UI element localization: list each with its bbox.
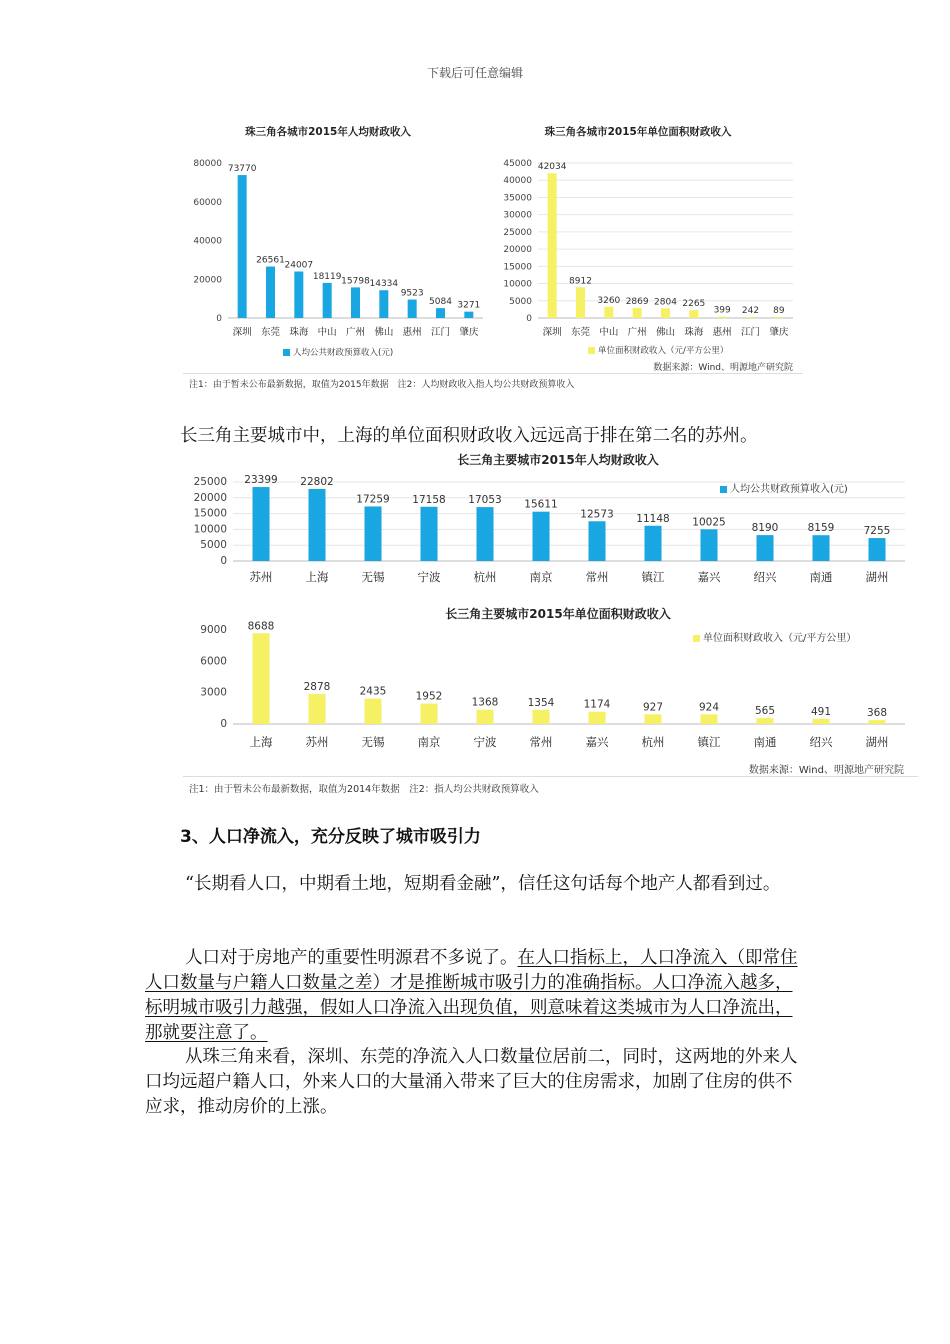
- y-tick-label: 45000: [503, 159, 532, 169]
- data-label: 15611: [524, 498, 558, 511]
- section-heading: 3、人口净流入，充分反映了城市吸引力: [180, 827, 481, 847]
- x-tick-label: 深圳: [542, 327, 562, 338]
- y-tick-label: 0: [220, 718, 227, 730]
- x-tick-label: 上海: [305, 570, 329, 584]
- x-tick-label: 佛山: [374, 327, 394, 338]
- figure-prd: [183, 110, 803, 395]
- y-tick-label: 0: [220, 555, 227, 567]
- bar: [604, 307, 613, 318]
- x-tick-label: 江门: [430, 327, 451, 338]
- legend-label: 人均公共财政预算收入(元): [730, 484, 848, 495]
- data-label: 2435: [359, 685, 387, 698]
- y-tick-label: 10000: [193, 523, 227, 536]
- data-label: 8159: [807, 522, 835, 535]
- bar: [689, 310, 698, 318]
- bar: [421, 507, 438, 561]
- y-tick-label: 0: [216, 314, 222, 324]
- x-tick-label: 常州: [585, 570, 609, 584]
- bar: [746, 317, 755, 318]
- data-label: 2878: [303, 680, 331, 693]
- data-label: 23399: [244, 474, 278, 487]
- x-tick-label: 广州: [627, 327, 647, 338]
- x-tick-label: 南通: [753, 735, 777, 749]
- data-label: 15798: [341, 276, 370, 287]
- x-tick-label: 江门: [740, 327, 761, 338]
- chart-yrd-per-area: [183, 604, 918, 764]
- bar: [253, 633, 270, 724]
- bar: [464, 312, 473, 318]
- legend-swatch: [693, 635, 700, 642]
- data-label: 2869: [625, 297, 649, 308]
- bar: [533, 512, 550, 561]
- data-label: 18119: [312, 271, 342, 282]
- bar: [436, 308, 445, 318]
- bar: [869, 538, 886, 561]
- bar: [238, 175, 247, 318]
- y-tick-label: 35000: [503, 193, 532, 204]
- data-label: 927: [642, 701, 664, 714]
- bar: [757, 535, 774, 561]
- x-tick-label: 南京: [529, 570, 553, 584]
- data-label: 9523: [400, 288, 424, 299]
- footnote: 注1：由于暂未公布最新数据，取值为2014年数据 注2：指人均公共财政预算收入: [189, 784, 539, 795]
- chart-title: 珠三角各城市2015年单位面积财政收入: [544, 126, 732, 138]
- y-tick-label: 80000: [193, 159, 222, 169]
- data-label: 242: [741, 306, 760, 316]
- x-tick-label: 中山: [317, 327, 337, 338]
- bar: [774, 317, 783, 318]
- data-label: 3271: [457, 300, 481, 311]
- y-tick-label: 60000: [193, 197, 222, 208]
- x-tick-label: 嘉兴: [585, 735, 609, 749]
- chart-title: 珠三角各城市2015年人均财政收入: [245, 126, 411, 138]
- y-tick-label: 15000: [503, 262, 532, 273]
- data-label: 5084: [429, 297, 452, 308]
- x-tick-label: 苏州: [305, 735, 329, 749]
- bar: [701, 714, 718, 724]
- data-label: 399: [713, 305, 731, 316]
- data-label: 368: [866, 707, 888, 720]
- bar: [309, 489, 326, 561]
- bar: [661, 308, 670, 318]
- paragraph-2-underlined: 在人口指标上，人口净流入（即常住人口数量与户籍人口数量之差）才是推断城市吸引力的准确指标。人口净流入越多，标明城市吸引力越强，假如人口净流入出现负值，则意味着这类城市为人口净流出，那就要注意了。: [145, 948, 798, 1043]
- bar: [294, 271, 303, 318]
- y-tick-label: 9000: [200, 624, 227, 636]
- x-tick-label: 东莞: [570, 327, 591, 338]
- figure-yrd: [183, 448, 918, 798]
- data-label: 26561: [256, 255, 285, 266]
- footnote: 注1：由于暂未公布最新数据，取值为2015年数据 注2：人均财政收入指人均公共财政预算收入: [189, 380, 575, 390]
- source-note: 数据来源：Wind、明源地产研究院: [748, 765, 904, 776]
- legend-swatch: [588, 347, 595, 354]
- data-label: 17053: [468, 494, 502, 507]
- legend-label: 单位面积财政收入（元/平方公里）: [703, 633, 857, 644]
- bar: [365, 506, 382, 561]
- x-tick-label: 宁波: [473, 735, 497, 749]
- bar: [365, 699, 382, 724]
- data-label: 10025: [692, 516, 726, 529]
- data-label: 17158: [412, 493, 446, 506]
- x-tick-label: 佛山: [655, 327, 676, 338]
- bar: [253, 487, 270, 561]
- legend-label: 人均公共财政预算收入(元): [293, 348, 394, 358]
- y-tick-label: 40000: [193, 236, 222, 247]
- bar: [477, 710, 494, 724]
- data-label: 491: [810, 705, 832, 718]
- bar: [869, 720, 886, 724]
- bar: [701, 529, 718, 561]
- y-tick-label: 15000: [193, 507, 227, 520]
- bar: [813, 719, 830, 724]
- bar: [718, 317, 727, 318]
- data-label: 8912: [569, 276, 592, 287]
- x-tick-label: 南京: [417, 735, 441, 749]
- chart-title: 长三角主要城市2015年人均财政收入: [457, 453, 659, 467]
- data-label: 3260: [597, 295, 621, 306]
- data-label: 924: [698, 701, 720, 714]
- paragraph-2: [145, 946, 800, 1046]
- data-label: 2265: [682, 299, 706, 310]
- bar: [589, 521, 606, 561]
- y-tick-label: 40000: [503, 176, 532, 187]
- y-tick-label: 20000: [503, 245, 532, 256]
- legend-swatch: [720, 486, 727, 493]
- bar: [576, 287, 585, 318]
- x-tick-label: 镇江: [641, 570, 665, 584]
- x-tick-label: 惠州: [402, 327, 422, 338]
- bar: [757, 718, 774, 724]
- bar: [633, 308, 642, 318]
- paragraph-2-plain: 人口对于房地产的重要性明源君不多说了。: [185, 948, 518, 968]
- y-tick-label: 20000: [193, 275, 222, 286]
- data-label: 42034: [537, 162, 567, 173]
- y-tick-label: 3000: [200, 686, 227, 699]
- x-tick-label: 杭州: [473, 570, 497, 584]
- data-label: 2804: [654, 297, 677, 308]
- x-tick-label: 湖州: [865, 735, 889, 749]
- data-label: 89: [773, 306, 785, 316]
- paragraph-1: [145, 872, 800, 897]
- bar: [589, 712, 606, 724]
- intro-paragraph: 长三角主要城市中，上海的单位面积财政收入远远高于排在第二名的苏州。: [180, 426, 758, 446]
- data-label: 73770: [227, 164, 257, 175]
- bar: [421, 704, 438, 724]
- paragraph-3-text: 从珠三角来看，深圳、东莞的净流入人口数量位居前二，同时，这两地的外来人口均远超户籍人口，外来人口的大量涌入带来了巨大的住房需求，加剧了住房的供不应求，推动房价的上涨。: [145, 1047, 798, 1117]
- chart-prd-per-capita: [183, 110, 493, 372]
- bar: [813, 535, 830, 561]
- data-label: 17259: [356, 493, 390, 506]
- x-tick-label: 南通: [809, 570, 833, 584]
- legend-label: 单位面积财政收入（元/平方公里）: [598, 346, 729, 356]
- x-tick-label: 珠海: [289, 327, 309, 338]
- x-tick-label: 杭州: [641, 735, 665, 749]
- bar: [266, 267, 275, 318]
- source-note: 数据来源：Wind、明源地产研究院: [653, 363, 793, 373]
- x-tick-label: 无锡: [361, 735, 385, 749]
- paragraph-1-text: “长期看人口，中期看土地，短期看金融”，信任这句话每个地产人都看到过。: [185, 874, 781, 894]
- x-tick-label: 绍兴: [809, 735, 833, 749]
- x-tick-label: 广州: [345, 327, 366, 338]
- bar: [645, 526, 662, 561]
- header-note: 下载后可任意编辑: [426, 66, 523, 80]
- bar: [477, 507, 494, 561]
- x-tick-label: 惠州: [712, 327, 732, 338]
- x-tick-label: 宁波: [417, 570, 441, 584]
- x-tick-label: 绍兴: [753, 570, 777, 584]
- x-tick-label: 肇庆: [459, 327, 479, 338]
- x-tick-label: 深圳: [232, 327, 252, 338]
- bar: [533, 710, 550, 724]
- x-tick-label: 嘉兴: [697, 570, 721, 584]
- bar: [645, 714, 662, 724]
- chart-yrd-per-capita: [183, 448, 918, 598]
- y-tick-label: 30000: [503, 210, 532, 221]
- y-tick-label: 25000: [193, 476, 227, 488]
- chart-prd-per-area: [493, 110, 803, 372]
- legend-swatch: [283, 349, 290, 356]
- x-tick-label: 上海: [249, 735, 273, 749]
- data-label: 24007: [284, 260, 314, 271]
- data-label: 7255: [863, 525, 891, 538]
- x-tick-label: 苏州: [249, 570, 273, 584]
- data-label: 1354: [527, 696, 555, 709]
- data-label: 8688: [247, 620, 275, 633]
- data-label: 1952: [415, 690, 443, 703]
- y-tick-label: 0: [526, 314, 532, 324]
- y-tick-label: 6000: [200, 655, 227, 668]
- data-label: 12573: [580, 508, 614, 521]
- data-label: 565: [754, 705, 776, 718]
- data-label: 11148: [636, 512, 670, 525]
- x-tick-label: 肇庆: [769, 327, 789, 338]
- x-tick-label: 珠海: [684, 327, 704, 338]
- y-tick-label: 20000: [193, 491, 227, 504]
- bar: [323, 283, 332, 318]
- bar: [351, 287, 360, 318]
- bar: [408, 300, 417, 318]
- x-tick-label: 中山: [599, 327, 619, 338]
- bar: [379, 290, 388, 318]
- x-tick-label: 镇江: [697, 735, 721, 749]
- paragraph-3: [145, 1045, 800, 1120]
- y-tick-label: 25000: [503, 227, 532, 238]
- data-label: 1174: [583, 698, 611, 711]
- bar: [309, 694, 326, 724]
- data-label: 8190: [751, 522, 779, 535]
- data-label: 22802: [300, 475, 334, 488]
- chart-title: 长三角主要城市2015年单位面积财政收入: [445, 607, 671, 621]
- x-tick-label: 无锡: [361, 570, 385, 584]
- y-tick-label: 5000: [200, 539, 227, 552]
- x-tick-label: 湖州: [865, 570, 889, 584]
- bar: [548, 173, 557, 318]
- y-tick-label: 10000: [503, 279, 532, 290]
- x-tick-label: 东莞: [260, 327, 281, 338]
- y-tick-label: 5000: [509, 296, 532, 307]
- x-tick-label: 常州: [529, 735, 553, 749]
- data-label: 14334: [369, 279, 399, 290]
- data-label: 1368: [471, 696, 499, 709]
